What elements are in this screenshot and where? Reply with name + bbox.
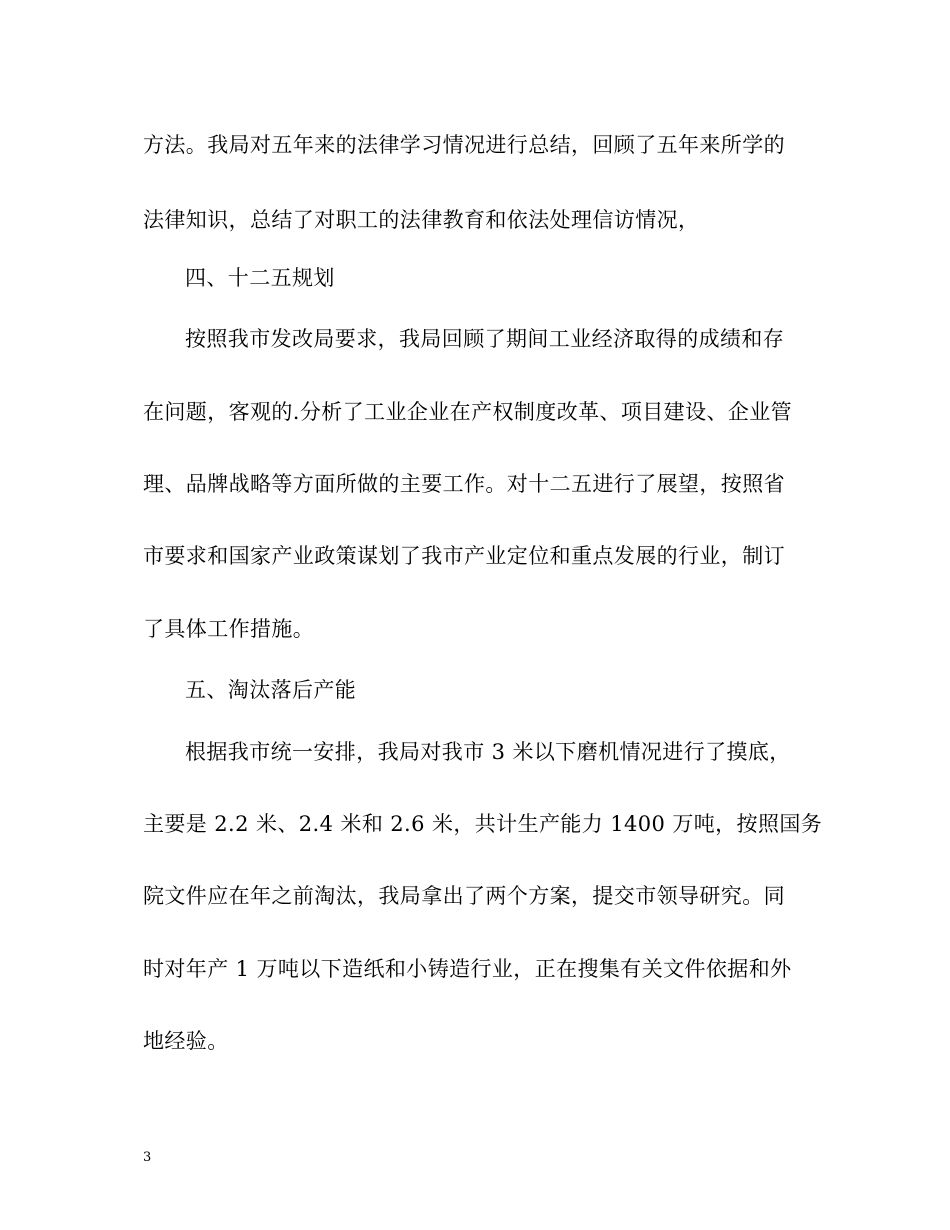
paragraph-line: 地经验。 (143, 1029, 229, 1053)
section-heading: 五、淘汰落后产能 (185, 678, 357, 702)
paragraph-line: 法律知识，总结了对职工的法律教育和依法处理信访情况， (143, 208, 700, 232)
paragraph-line: 方法。我局对五年来的法律学习情况进行总结，回顾了五年来所学的 (143, 133, 785, 157)
paragraph-line: 院文件应在年之前淘汰，我局拿出了两个方案，提交市领导研究。同 (143, 884, 785, 908)
section-heading: 四、十二五规划 (185, 266, 335, 290)
paragraph-line: 了具体工作措施。 (143, 617, 315, 641)
paragraph-line: 在问题，客观的.分析了工业企业在产权制度改革、项目建设、企业管 (143, 400, 793, 424)
paragraph-line: 主要是 2.2 米、2.4 米和 2.6 米，共计生产能力 1400 万吨，按照国务 (143, 812, 823, 836)
paragraph-line: 时对年产 1 万吨以下造纸和小铸造行业，正在搜集有关文件依据和外 (143, 957, 792, 981)
page-number: 3 (143, 1150, 152, 1165)
paragraph-line: 根据我市统一安排，我局对我市 3 米以下磨机情况进行了摸底， (185, 740, 791, 764)
paragraph-line: 理、品牌战略等方面所做的主要工作。对十二五进行了展望，按照省 (143, 472, 785, 496)
paragraph-line: 按照我市发改局要求，我局回顾了期间工业经济取得的成绩和存 (185, 327, 785, 351)
paragraph-line: 市要求和国家产业政策谋划了我市产业定位和重点发展的行业，制订 (143, 544, 785, 568)
